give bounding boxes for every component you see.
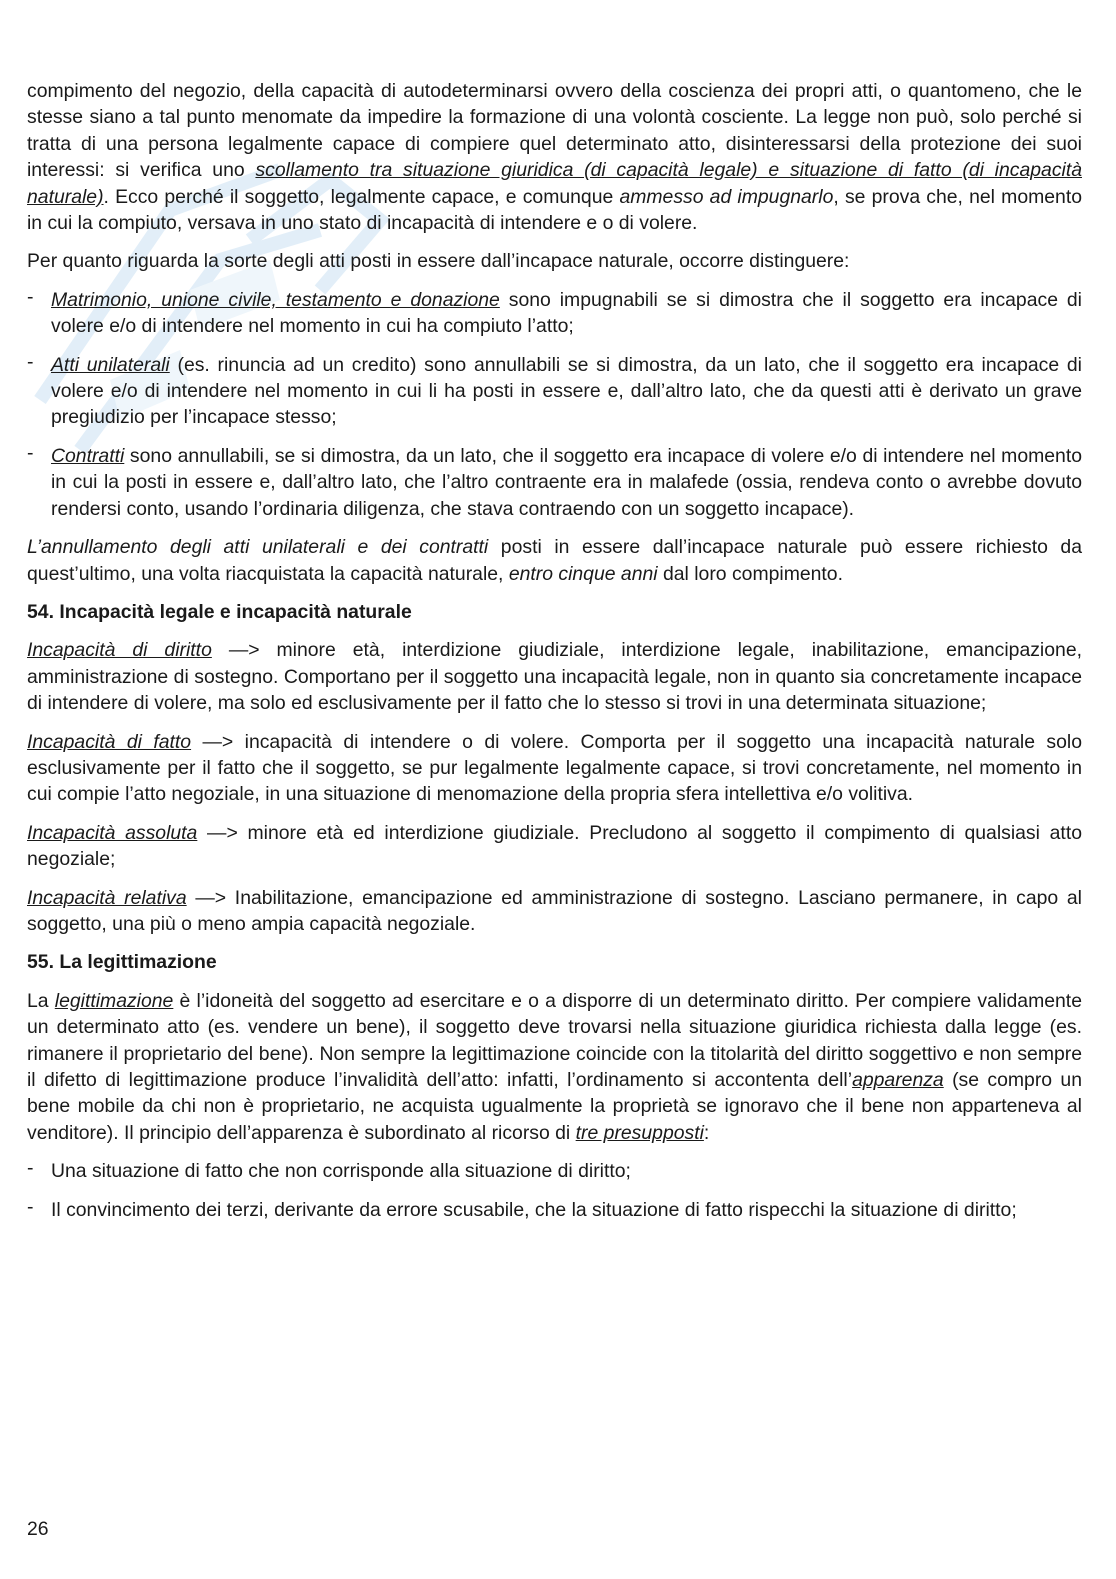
- definition-paragraph: Incapacità relativa —> Inabilitazione, emancipazione ed amministrazione di sostegno. Lasciano permanere, in capo al soggetto, una più o meno ampia capacità negoziale.: [27, 886, 1082, 935]
- definition-paragraph: Incapacità assoluta —> minore età ed interdizione giudiziale. Precludono al soggetto il compimento di qualsiasi atto negoziale;: [27, 821, 1082, 871]
- list-item: - Una situazione di fatto che non corrisponde alla situazione di diritto;: [27, 1158, 1082, 1184]
- intro-paragraph: compimento del negozio, della capacità di autodeterminarsi ovvero della coscienza dei propri atti, o quantomeno, che le stesse siano a tal punto menomate da impedire la formazione di una volontà cosciente. La legge non può, solo perché si tratta di una persona legalmente capace di compiere quel determinato atto, disinteressarsi della protezione dei suoi interessi: si verifica uno scollamento tra situazione giuridica (di capacità legale) e situazione di fatto (di incapacità naturale). Ecco perché il soggetto, legalmente capace, e comunque ammesso ad impugnarlo, se prova che, nel momento in cui la compiuto, versava in uno stato di incapacità di intendere e o di volere.: [27, 80, 1083, 235]
- presuppositions-list: [27, 1158, 1082, 1223]
- page-number: 26: [27, 1518, 49, 1540]
- definition-paragraph: Incapacità di diritto —> minore età, interdizione giudiziale, interdizione legale, inabilitazione, emancipazione, amministrazione di sostegno. Comportano per il soggetto una incapacità legale, non in quanto sia concretamente incapace di intendere di volere, ma solo ed esclusivamente per il fatto che lo stesso si trovi in una determinata situazione;: [27, 639, 1082, 715]
- section-heading-55: 55. La legittimazione: [27, 951, 217, 974]
- annulment-paragraph: L’annullamento degli atti unilaterali e dei contratti posti in essere dall’incapace naturale può essere richiesto da quest’ultimo, una volta riacquistata la capacità naturale, entro cinque anni dal loro compimento.: [27, 536, 1082, 585]
- underlined-term: scollamento tra situazione giuridica (di capacità legale) e situazione di fatto (di incapacità naturale): [27, 159, 1082, 208]
- legitimation-paragraph: La legittimazione è l’idoneità del soggetto ad esercitare e o a disporre di un determinato diritto. Per compiere validamente un determinato atto (es. vendere un bene), il soggetto deve trovarsi nella situazione giuridica richiesta dalla legge (es. rimanere il proprietario del bene). Non sempre la legittimazione coincide con la titolarità del diritto soggettivo e non sempre il difetto di legittimazione produce l’invalidità dell’atto: infatti, l’ordinamento si accontenta dell’apparenza (se compro un bene mobile da chi non è proprietario, ne acquista ugualmente la proprietà se ignoravo che il bene non apparteneva al venditore). Il principio dell’apparenza è subordinato al ricorso di tre presupposti:: [27, 989, 1082, 1144]
- incapacity-acts-list: [27, 287, 1082, 522]
- definition-paragraph: Incapacità di fatto —> incapacità di intendere o di volere. Comporta per il soggetto una incapacità naturale solo esclusivamente per il fatto che il soggetto, se pur legalmente legalmente capace, si trovi concretamente, nel momento in cui compie l’atto negoziale, in una situazione di menomazione della propria sfera intellettiva e/o volitiva.: [27, 730, 1082, 806]
- document-page: [27, 78, 1082, 1235]
- list-item: - Atti unilaterali (es. rinuncia ad un credito) sono annullabili se si dimostra, da un lato, che il soggetto era incapace di volere e/o di intendere nel momento in cui li ha posti in essere e, dall’altro lato, che da questi atti è derivato un grave pregiudizio per l’incapace stesso;: [27, 352, 1082, 431]
- italic-term: ammesso ad impugnarlo: [619, 185, 834, 208]
- list-item: - Il convincimento dei terzi, derivante da errore scusabile, che la situazione di fatto rispecchi la situazione di diritto;: [27, 1197, 1082, 1223]
- section-heading-54: 54. Incapacità legale e incapacità naturale: [27, 600, 412, 623]
- list-item: - Matrimonio, unione civile, testamento e donazione sono impugnabili se si dimostra che il soggetto era incapace di volere e/o di intendere nel momento in cui ha compiuto l’atto;: [27, 287, 1082, 340]
- distinction-intro: Per quanto riguarda la sorte degli atti posti in essere dall’incapace naturale, occorre distinguere:: [27, 250, 850, 273]
- list-item: - Contratti sono annullabili, se si dimostra, da un lato, che il soggetto era incapace di volere e/o di intendere nel momento in cui la posti in essere e, dall’altro lato, che l’altro contraente era in malafede (ossia, rendeva conto o avrebbe dovuto rendersi conto, usando l’ordinaria diligenza, che stava contraendo con un soggetto incapace).: [27, 443, 1082, 522]
